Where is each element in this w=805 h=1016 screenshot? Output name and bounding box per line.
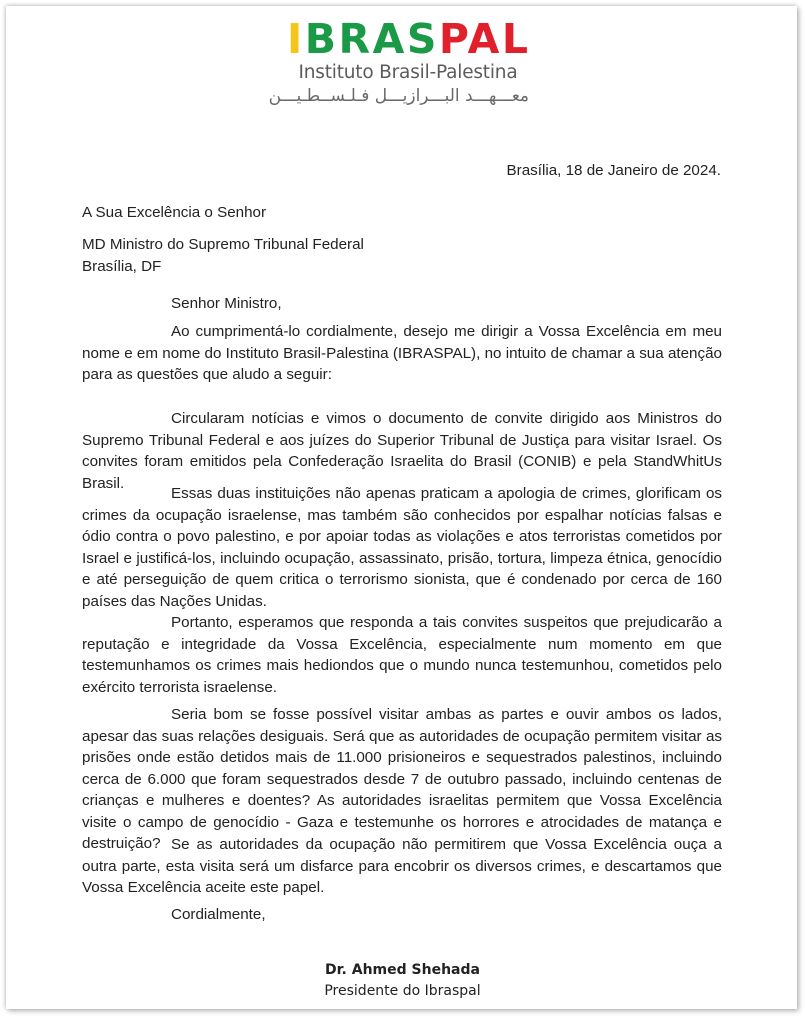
logo-letters-bras: BRAS (304, 15, 439, 63)
logo-wordmark (287, 16, 531, 62)
paragraph-6: Se as autoridades da ocupação não permitirem que Vossa Excelência ouça a outra parte, esta visita será um disfarce para encobrir os diversos crimes, e descartamos que Vossa Excelência aceite este papel. (82, 836, 722, 896)
signature-name: Dr. Ahmed Shehada (325, 962, 480, 978)
paragraph-1: Ao cumprimentá-lo cordialmente, desejo me dirigir a Vossa Excelência em meu nome e em nome do Instituto Brasil-Palestina (IBRASPAL), no intuito de chamar a sua atenção para as questões que aludo a seguir: (82, 323, 722, 383)
recipient-block (82, 234, 364, 277)
salutation: Senhor Ministro, (171, 295, 282, 312)
paragraph-2: Circularam notícias e vimos o documento de convite dirigido aos Ministros do Supremo Tribunal Federal e aos juízes do Superior Tribunal de Justiça para visitar Israel. Os convites foram emitidos pela Confederação Israelita do Brasil (CONIB) e pela StandWhitUs Brasil. (82, 410, 722, 492)
paragraph-5: Seria bom se fosse possível visitar ambas as partes e ouvir ambos os lados, apesar das suas relações desiguais. Será que as autoridades de ocupação permitem visitar as prisões onde estão detidos mais de 11.000 prisioneiros e sequestrados palestinos, incluindo cerca de 6.000 que foram sequestrados desde 7 de outubro passado, incluindo centenas de crianças e mulheres e doentes? As autoridades israelitas permitem que Vossa Excelência visite o campo de genocídio - Gaza e testemunhe os horrores e atrocidades de matança e destruição? (82, 706, 722, 852)
recipient-line-3: Brasília, DF (82, 257, 162, 275)
recipient-line-1: A Sua Excelência o Senhor (82, 204, 267, 221)
paragraph-3: Essas duas instituições não apenas praticam a apologia de crimes, glorificam os crimes da ocupação israelense, mas também são conhecidos por espalhar notícias falsas e ódio contra o povo palestino, e por apoiar todas as violações e atos terroristas cometidos por Israel e justificá-los, incluindo ocupação, assassinato, prisão, tortura, limpeza étnica, genocídio e até perseguição de quem critica o terrorismo sionista, que é condenado por cerca de 160 países das Nações Unidas. (82, 485, 722, 610)
recipient-line-2: MD Ministro do Supremo Tribunal Federal (82, 236, 364, 253)
logo-letter-i: I (287, 15, 305, 63)
closing: Cordialmente, (171, 906, 266, 923)
logo-arabic-subtitle: معـــهـــد البـــرازيـــل فـلـســطـيـــن (268, 86, 529, 106)
paragraph-4: Portanto, esperamos que responda a tais convites suspeitos que prejudicarão a reputação e integridade da Vossa Excelência, especialmente num momento em que testemunhamos os crimes mais hediondos que o mundo nunca testemunhou, cometidos pelo exército terrorista israelense. (82, 614, 722, 696)
letter-date: Brasília, 18 de Janeiro de 2024. (506, 162, 721, 179)
signature-title: Presidente do Ibraspal (324, 983, 481, 999)
logo-letters-pal: PAL (438, 15, 531, 63)
logo-subtitle: Instituto Brasil-Palestina (298, 62, 518, 83)
